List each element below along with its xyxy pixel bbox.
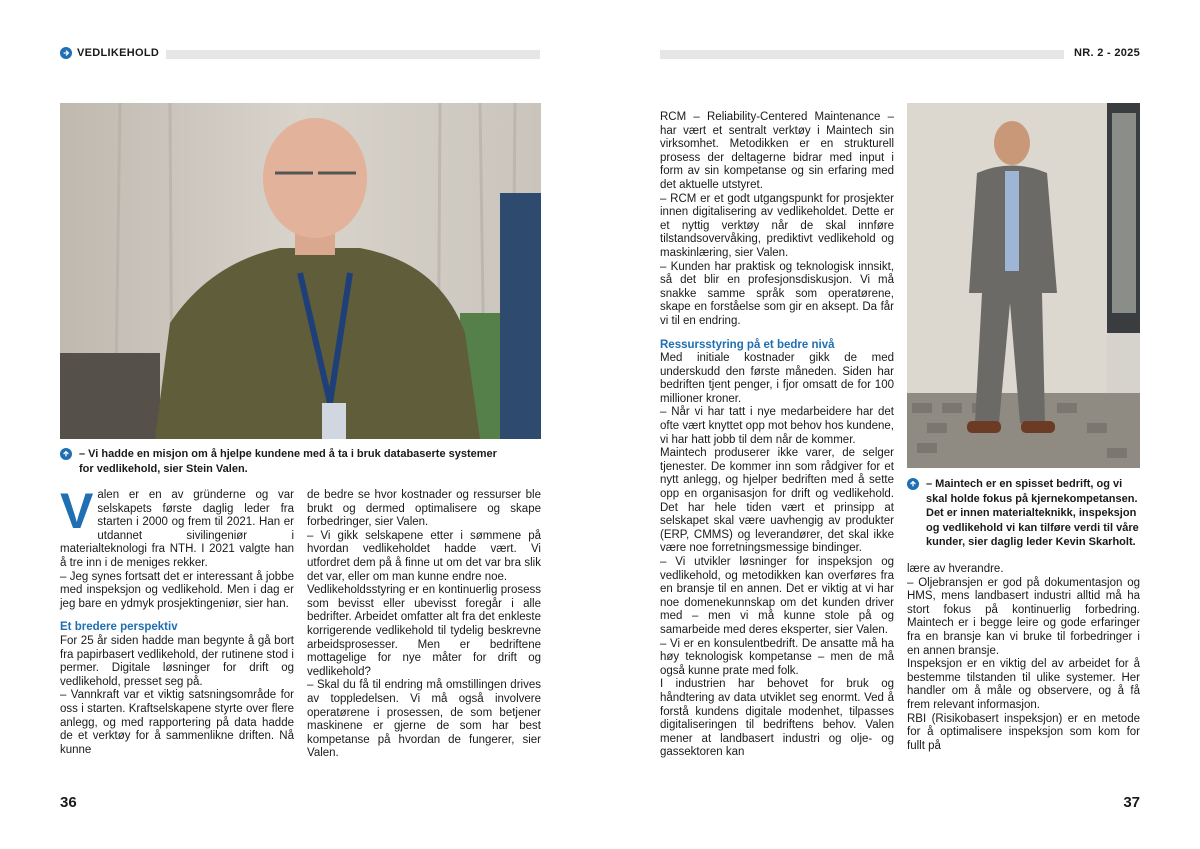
subheading: Et bredere perspektiv bbox=[60, 621, 178, 634]
header-bar-right bbox=[660, 50, 1064, 59]
paragraph: – Kunden har praktisk og teknologisk innsikt, så det blir en profesjonsdiskusjon. Vi må snakke samme språk som operatørene, skape en forståelse som gir en aksept. Da får vi til en endring. bbox=[660, 260, 894, 327]
portrait-photo-left bbox=[60, 103, 541, 439]
paragraph: – Jeg synes fortsatt det er interessant å jobbe med inspeksjon og vedlikehold. Men i dag er jeg bare en ydmyk prosjektingeniør, sier han. bbox=[60, 570, 294, 610]
section-title: VEDLIKEHOLD bbox=[77, 47, 160, 59]
caption-right bbox=[907, 477, 1140, 550]
paragraph: – Vi er en konsulentbedrift. De ansatte må ha høy teknologisk kompetanse – men de må også kunne prate med folk. bbox=[660, 637, 894, 677]
paragraph: – Vi gikk selskapene etter i sømmene på hvordan vedlikeholdet hadde vært. Vi utfordret dem på å finne ut om det var bra slik det var, eller om man kunne endre noe. bbox=[307, 529, 541, 583]
caption-left bbox=[60, 447, 530, 476]
paragraph: de bedre se hvor kostnader og ressurser ble brukt og dermed optimalisere og skape forbedringer, sier Valen. bbox=[307, 489, 541, 529]
paragraph: alen er en av gründerne og var selskapets første daglig leder fra starten i 2000 og frem til 2021. Han er utdannet sivilingeniør i materialteknologi fra NTH. I 2021 valgte han å tre inn i de meniges rekker. bbox=[60, 489, 294, 569]
caption-right-line2: skal holde fokus på kjernekompetansen. bbox=[926, 492, 1138, 505]
column-2 bbox=[307, 489, 541, 761]
paragraph: Maintech produserer ikke varer, de selger tjenester. De kommer inn som rådgiver for et nytt anlegg, og hjelper bedriften med å sette opp en organisasjon for drift og vedlikehold. Det har hele tiden vært et prinsipp at selskapet skal være uavhengig av produkter (ERP, CMMS) og leverandører, det skal ikke være noe forretningsmessige bindinger. bbox=[660, 447, 894, 555]
paragraph: lære av hverandre. bbox=[907, 563, 1004, 575]
column-3 bbox=[660, 111, 894, 760]
man-standing-in-street-photo bbox=[907, 103, 1140, 468]
paragraph: – Skal du få til endring må omstillingen drives av toppledelsen. Vi må også involvere operatørene i prosessen, de som betjener maskinene er gjerne de som har best kompetanse på hvordan de fungerer, sier Valen. bbox=[307, 679, 541, 760]
caption-left-line2: for vedlikehold, sier Stein Valen. bbox=[79, 462, 248, 475]
subheading: Ressursstyring på et bedre nivå bbox=[660, 338, 835, 351]
paragraph: RCM – Reliability-Centered Maintenance – har vært et sentralt verktøy i Maintech sin virksomhet. Metodikken er en strukturell prosess der deltagerne bidrar med input i form av sin kompetanse og sin erfaring med det aktuelle utstyret. bbox=[660, 111, 894, 191]
man-with-lanyard-photo bbox=[60, 103, 541, 439]
caption-right-line5: kunder, sier daglig leder Kevin Skarholt. bbox=[926, 536, 1136, 548]
issue-number: NR. 2 - 2025 bbox=[1074, 47, 1140, 59]
paragraph: For 25 år siden hadde man begynte å gå bort fra papirbasert vedlikehold, der rutinene stod i permer. Digitale løsninger for drift og vedlikehold, presset seg på. bbox=[60, 634, 294, 688]
caption-right-line4: og vedlikehold vi kan tilføre verdi til våre bbox=[926, 521, 1139, 534]
page-number-right: 37 bbox=[1123, 794, 1140, 811]
drop-cap: V bbox=[60, 483, 94, 539]
paragraph: – Vi utvikler løsninger for inspeksjon og vedlikehold, og metodikken kan overføres fra en bransje til en annen. Det er viktig at vi har noe domenekunnskap om det kunden driver med – men vi må kunne stole på og samarbeide med deres eksperter, sier Valen. bbox=[660, 556, 894, 636]
arrow-right-icon bbox=[60, 47, 72, 59]
arrow-up-icon bbox=[60, 448, 72, 460]
paragraph: Inspeksjon er en viktig del av arbeidet for å bestemme tilstanden til ulike systemer. Her handler om å måle og observere, og å få frem relevant informasjon. bbox=[907, 658, 1140, 711]
paragraph: – RCM er et godt utgangspunkt for prosjekter innen digitalisering av vedlikeholdet. Dette er et nyttig verktøy når de skal innføre tilstandsovervåking, prediktivt vedlikehold og maskinlæring, sier Valen. bbox=[660, 192, 894, 259]
paragraph: Med initiale kostnader gikk de med underskudd den første måneden. Siden har bedriften tjent penger, i fjor omsatt de for 100 millioner kroner. bbox=[660, 352, 894, 405]
column-1 bbox=[60, 483, 294, 757]
column-4 bbox=[907, 563, 1140, 753]
arrow-up-icon bbox=[907, 478, 919, 490]
paragraph: I industrien har behovet for bruk og håndtering av data utviklet seg enormt. Ved å forstå kundens digitale modenhet, tilpasses digitaliseringen til bedriftens behov. Valen mener at landbasert industri og olje- og gassektoren kan bbox=[660, 678, 894, 759]
caption-right-line1: – Maintech er en spisset bedrift, og vi bbox=[926, 478, 1123, 490]
page-number-left: 36 bbox=[60, 794, 77, 811]
paragraph: Vedlikeholdsstyring er en kontinuerlig prosess som bevisst eller ubevisst foregår i alle bedrifter. Arbeidet omfatter alt fra det enkleste korrigerende vedlikehold til tydelig beskrevne arbeidsprosesser. Men er bedriftene mottagelige for nye måter for drift og vedlikehold? bbox=[307, 584, 541, 678]
caption-left-line1: – Vi hadde en misjon om å hjelpe kundene med å ta i bruk databaserte systemer bbox=[79, 448, 497, 460]
paragraph: – Oljebransjen er god på dokumentasjon og HMS, mens landbasert industri alltid må ha stort fokus på kontinuerlig forbedring. Maintech er i begge leire og gode erfaringer fra en bransje kan vi bruke til forbedringer i en annen bransje. bbox=[907, 576, 1140, 657]
caption-right-line3: Det er innen materialteknikk, inspeksjon bbox=[926, 507, 1137, 519]
paragraph: – Vannkraft var et viktig satsningsområde for oss i starten. Kraftselskapene styrte over flere anlegg, og med rapportering på data hadde de et verktøy for å sammenlikne driften. Nå kunne bbox=[60, 689, 294, 756]
portrait-photo-right bbox=[907, 103, 1140, 468]
paragraph: RBI (Risikobasert inspeksjon) er en metode for å optimalisere inspeksjon som kom for fullt på bbox=[907, 712, 1140, 752]
paragraph: – Når vi har tatt i nye medarbeidere har det ofte vært knyttet opp mot behov hos kundene, vi har hatt jobb til dem når de kommer. bbox=[660, 406, 894, 446]
header-bar-left bbox=[166, 50, 540, 59]
section-label bbox=[60, 47, 159, 59]
